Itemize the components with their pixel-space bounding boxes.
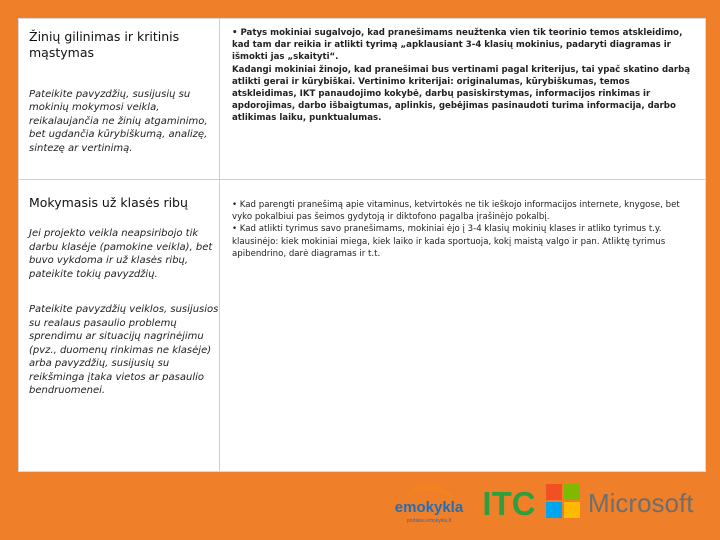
- microsoft-wordmark: Microsoft: [588, 488, 694, 518]
- itc-wordmark: ITC: [482, 485, 536, 520]
- row-content-cell: [219, 179, 705, 471]
- content-paragraph: • Kad atlikti tyrimus savo pranešimams, mokiniai ėjo į 3-4 klasių mokinių klases ir atliko tyrimus t.y. klausinėjo: kiek mokiniai miega, kiek laiko ir kada sportuoja, kokį maistą valgo ir pan. Atliktę tyrimus apibendrino, darė diagramas ir t.t.: [232, 224, 666, 259]
- microsoft-logo: [546, 484, 706, 520]
- content-paragraph: • Kad parengti pranešimą apie vitaminus, ketvirtokės ne tik ieškojo informacijos internete, knygose, bet vyko pokalbiui pas šeimos gydytoją ir diktofono pagalba įrašinėjo pokalbį.: [232, 200, 680, 223]
- emokykla-subtitle: portalas.emokykla.lt: [406, 518, 452, 524]
- content-paragraph: Kadangi mokiniai žinojo, kad pranešimai bus vertinami pagal kriterijus, tai ypač skatino darbą atlikti gerai ir kūrybiškai. Vertinimo kriterijai: originalumas, kūrybiškumas, temos atskleidimas, IKT panaudojimo kokybė, darbų pasiskirstymas, informacijos rinkimas ir apdorojimas, darbo išbaigtumas, aplinkis, gebėjimas pasinaudoti turima informacija, darbo atlikimas laiku, punktualumas.: [232, 64, 691, 124]
- slide-card: [18, 18, 706, 472]
- row-content-cell: [219, 19, 705, 179]
- row-prompt: Pateikite pavyzdžių veiklos, susijusios su realaus pasaulio problemų sprendimu ar situacijų nagrinėjimu (pvz., duomenų rinkimas ne klasėje) arba pavyzdžių, susijusių su reikšminga įtaka vietos ar pasaulio bendruomenei.: [29, 304, 219, 397]
- table-row-outside-classroom: [19, 179, 705, 471]
- itc-logo: [482, 484, 536, 520]
- row-heading: Žinių gilinimas ir kritinis mąstymas: [29, 29, 180, 61]
- row-heading: Mokymasis už klasės ribų: [29, 195, 188, 210]
- emokykla-wordmark: emokykla: [394, 499, 464, 516]
- content-paragraph: • Patys mokiniai sugalvojo, kad pranešimams neužtenka vien tik teorinio temos atskleidimo, kad tam dar reikia ir atlikti tyrimą „apklausiant 3-4 klasių mokinius, padaryti diagramas ir išmokti jas „skaityti“.: [232, 28, 683, 63]
- row-prompt: Jei projekto veikla neapsiribojo tik darbu klasėje (pamokine veikla), bet buvo vykdoma ir už klasės ribų, pateikite tokių pavyzdžių.: [29, 228, 213, 280]
- row-label-cell: [19, 19, 219, 179]
- row-prompt: Pateikite pavyzdžių, susijusių su mokinių mokymosi veikla, reikalaujančia ne žinių atgaminimo, bet ugdančia kūrybiškumą, analizę, sintezę ar vertinimą.: [29, 88, 208, 154]
- emokykla-logo: [386, 480, 472, 526]
- row-label-cell: [19, 179, 219, 471]
- table-row-knowledge: [19, 19, 705, 180]
